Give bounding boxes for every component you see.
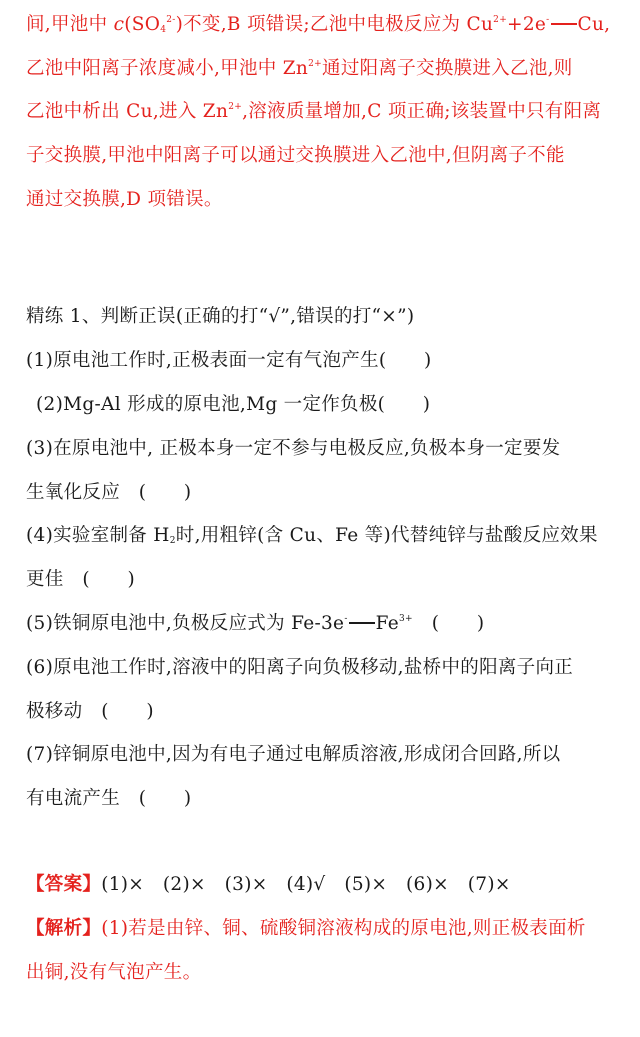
question-3-line-2: 生氧化反应 ( ) [26,482,192,503]
explanation-line-3: 乙池中析出 Cu,进入 $Zn^{2+}$,溶液质量增加,C 项正确;该装置中只有阳离 [26,101,602,122]
explanation-line-4: 子交换膜,甲池中阳离子可以通过交换膜进入乙池中,但阴离子不能 [26,145,565,166]
answer-line [26,870,511,896]
explanation-line-2: 乙池中阳离子浓度减小,甲池中 $Zn^{2+}$通过阳离子交换膜进入乙池,则 [26,58,573,79]
analysis-line-1: 【解析】(1)若是由锌、铜、硫酸铜溶液构成的原电池,则正极表面析 [26,918,586,939]
equals-bar [551,23,577,25]
question-4-line-1: (4)实验室制备 $H_2$时,用粗锌(含 Cu、Fe 等)代替纯锌与盐酸反应效果 [26,525,598,546]
question-3-line-1: (3)在原电池中, 正极本身一定不参与电极反应,负极本身一定要发 [26,438,561,459]
equals-bar [349,622,375,624]
analysis-line-2: 出铜,没有气泡产生。 [26,962,202,983]
question-7-line-1: (7)锌铜原电池中,因为有电子通过电解质溶液,形成闭合回路,所以 [26,744,561,765]
answer-tag: 【答案】 [26,874,102,895]
question-7-line-2: 有电流产生 ( ) [26,788,192,809]
exercise-title: 精练 1、判断正误(正确的打“√”,错误的打“×”) [26,306,415,327]
explanation-line-5: 通过交换膜,D 项错误。 [26,189,223,210]
question-6-line-1: (6)原电池工作时,溶液中的阳离子向负极移动,盐桥中的阳离子向正 [26,657,574,678]
explanation-line-1: 间,甲池中 $c(SO_4^{2-})$不变,B 项错误;乙池中电极反应为 $Cu^{2+}+2e^-$ Cu, [26,14,611,35]
question-5: (5)铁铜原电池中,负极反应式为 Fe-3e- $Fe^{3+}$ ( ) [26,613,485,634]
analysis-tag: 【解析】 [26,918,102,939]
question-6-line-2: 极移动 ( ) [26,701,154,722]
answer-text: (1)× (2)× (3)× (4)√ (5)× (6)× (7)× [101,874,511,895]
question-4-line-2: 更佳 ( ) [26,569,136,590]
question-2: (2)Mg-Al 形成的原电池,Mg 一定作负极( ) [36,394,431,415]
question-1: (1)原电池工作时,正极表面一定有气泡产生( ) [26,350,432,371]
